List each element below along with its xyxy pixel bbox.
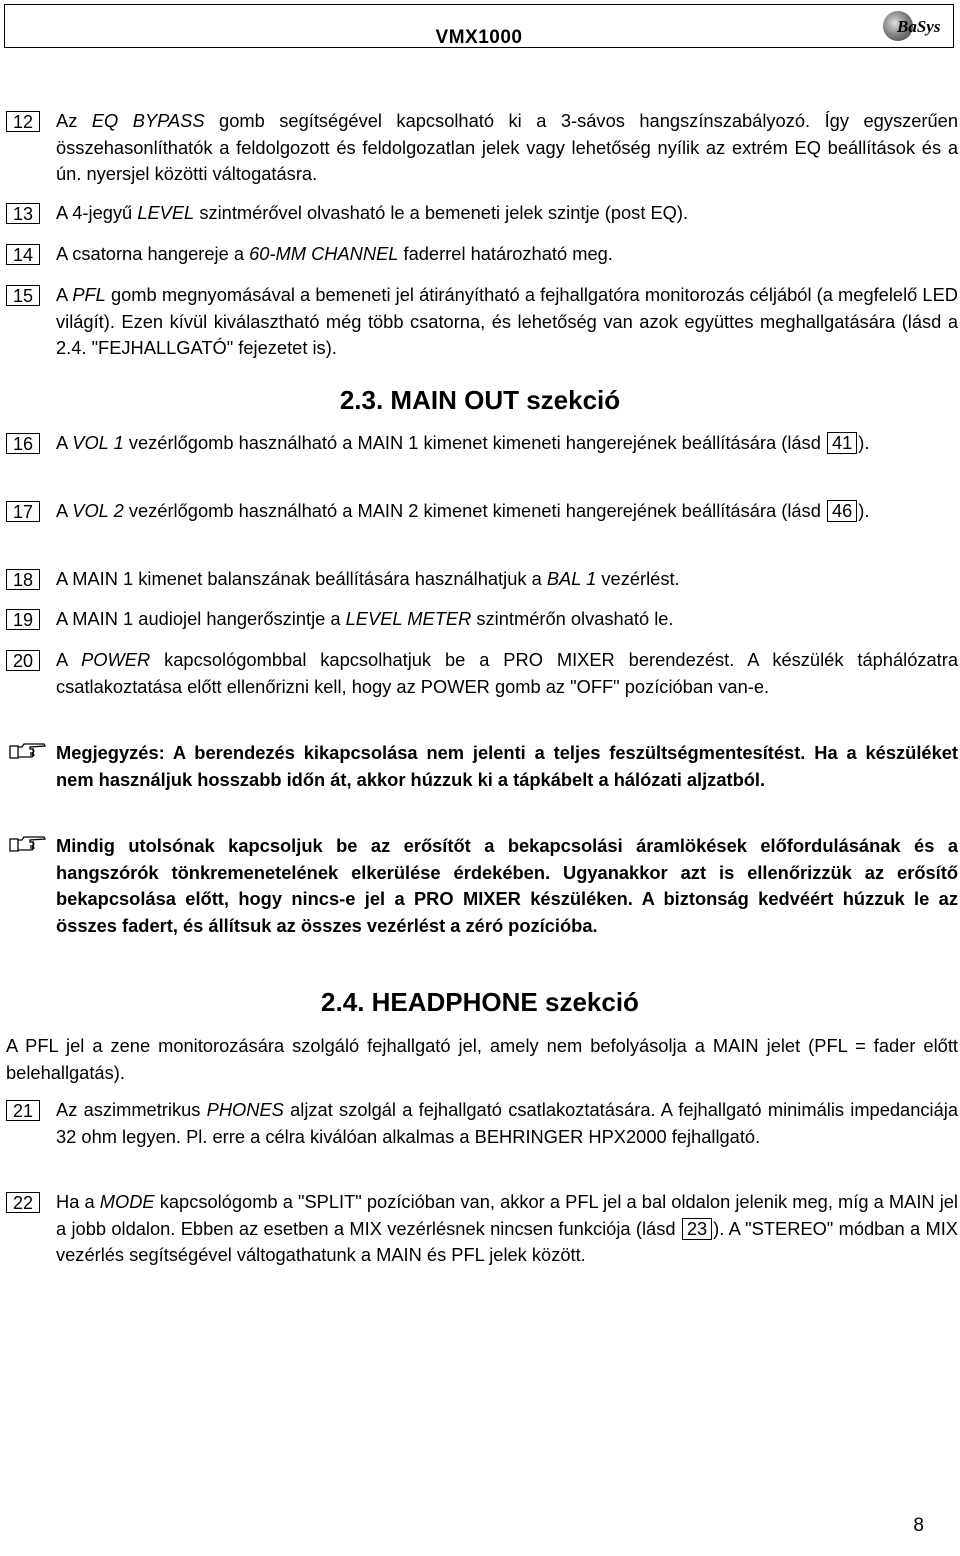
item-number-18: 18	[6, 569, 40, 590]
item-19-text: A MAIN 1 audiojel hangerőszintje a LEVEL METER szintmérőn olvasható le.	[56, 608, 674, 629]
item-number-19: 19	[6, 609, 40, 630]
item-number-17: 17	[6, 501, 40, 522]
item-22-text: Ha a MODE kapcsológomb a "SPLIT" pozícióban van, akkor a PFL jel a bal oldalon jelenik meg, míg a MAIN jel a jobb oldalon. Ebben az esetben a MIX vezérlésnek nincsen funkciója (lásd 23 ). A "STEREO" módban a MIX vezérlés segítségével váltogathatunk a MAIN és PFL jelek között.	[56, 1191, 958, 1265]
control-name: PHONES	[206, 1099, 284, 1120]
basys-logo	[883, 11, 945, 43]
page-header	[4, 4, 954, 48]
control-name: MODE	[99, 1191, 155, 1212]
cross-reference-box: 41	[827, 432, 857, 454]
control-name: EQ BYPASS	[91, 110, 205, 131]
item-20-text: A POWER kapcsológombbal kapcsolhatjuk be a PRO MIXER berendezést. A készülék táphálózatra csatlakoztatása előtt ellenőrizni kell, hogy az POWER gomb az "OFF" pozícióban van-e.	[56, 649, 959, 697]
page-number: 8	[913, 1515, 924, 1536]
control-name: VOL 2	[72, 500, 124, 521]
item-13-text: A 4-jegyű LEVEL szintmérővel olvasható le a bemeneti jelek szintje (post EQ).	[56, 202, 689, 223]
control-name: PFL	[72, 284, 106, 305]
item-16-text: A VOL 1 vezérlőgomb használható a MAIN 1 kimenet kimeneti hangerejének beállítására (lásd 41 ).	[56, 432, 870, 453]
cross-reference-box: 46	[827, 500, 857, 522]
control-name: 60-MM CHANNEL	[249, 243, 399, 264]
section-heading-main-out: 2.3. MAIN OUT szekció	[339, 385, 621, 415]
item-14-text: A csatorna hangereje a 60-MM CHANNEL faderrel határozható meg.	[56, 243, 613, 264]
item-15-text: A PFL gomb megnyomásával a bemeneti jel átirányítható a fejhallgatóra monitorozás céljából (a megfelelő LED világít). Ezen kívül kiválasztható még több csatorna, és lehetőség van azok együttes meghallgatására (lásd a 2.4. "FEJHALLGATÓ" fejezetet is).	[56, 284, 958, 358]
cross-reference-box: 23	[682, 1218, 712, 1240]
control-name: VOL 1	[72, 432, 124, 453]
document-title: VMX1000	[435, 27, 523, 48]
control-name: BAL 1	[546, 568, 597, 589]
pointing-hand-icon	[8, 831, 48, 855]
item-number-21: 21	[6, 1100, 40, 1121]
section-heading-headphone: 2.4. HEADPHONE szekció	[321, 987, 639, 1017]
note-amplifier: Mindig utolsónak kapcsoljuk be az erősítőt a bekapcsolási áramlökések előfordulásának és a hangszórók tönkremenetelének elkerülése érdekében. Ugyanakkor azt is ellenőrizzük az erősítő bekapcsolása előtt, hogy nincs-e jel a PRO MIXER készüléken. A biztonság kedvéért húzzuk le az összes fadert, és állítsuk az összes vezérlést a zéró pozícióba.	[56, 835, 958, 936]
control-name: LEVEL	[137, 202, 195, 223]
item-21-text: Az aszimmetrikus PHONES aljzat szolgál a fejhallgató csatlakoztatására. A fejhallgató minimális impedanciája 32 ohm legyen. Pl. erre a célra kiválóan alkalmas a BEHRINGER HPX2000 fejhallgató.	[56, 1099, 958, 1147]
item-number-14: 14	[6, 244, 40, 265]
item-17-text: A VOL 2 vezérlőgomb használható a MAIN 2 kimenet kimeneti hangerejének beállítására (lásd 46 ).	[56, 500, 870, 521]
item-number-13: 13	[6, 203, 40, 224]
logo-text: BaSys	[897, 17, 941, 36]
headphone-intro: A PFL jel a zene monitorozására szolgáló fejhallgató jel, amely nem befolyásolja a MAIN jelet (PFL = fader előtt belehallgatás).	[6, 1035, 958, 1083]
item-18-text: A MAIN 1 kimenet balanszának beállítására használhatjuk a BAL 1 vezérlést.	[56, 568, 680, 589]
item-number-12: 12	[6, 111, 40, 132]
item-number-16: 16	[6, 433, 40, 454]
control-name: POWER	[81, 649, 151, 670]
item-number-20: 20	[6, 650, 40, 671]
note-power-off: Megjegyzés: A berendezés kikapcsolása nem jelenti a teljes feszültségmentesítést. Ha a készüléket nem használjuk hosszabb időn át, akkor húzzuk ki a tápkábelt a hálózati aljzatból.	[56, 742, 958, 790]
pointing-hand-icon	[8, 738, 48, 762]
item-number-15: 15	[6, 285, 40, 306]
control-name: LEVEL METER	[345, 608, 472, 629]
item-12-text: Az EQ BYPASS gomb segítségével kapcsolható ki a 3-sávos hangszínszabályozó. Így egyszerűen összehasonlíthatók a feldolgozott és feldolgozatlan jelek vagy lehetőség nyílik az extrém EQ beállítások és a ún. nyersjel közötti váltogatásra.	[56, 110, 959, 184]
item-number-22: 22	[6, 1192, 40, 1213]
